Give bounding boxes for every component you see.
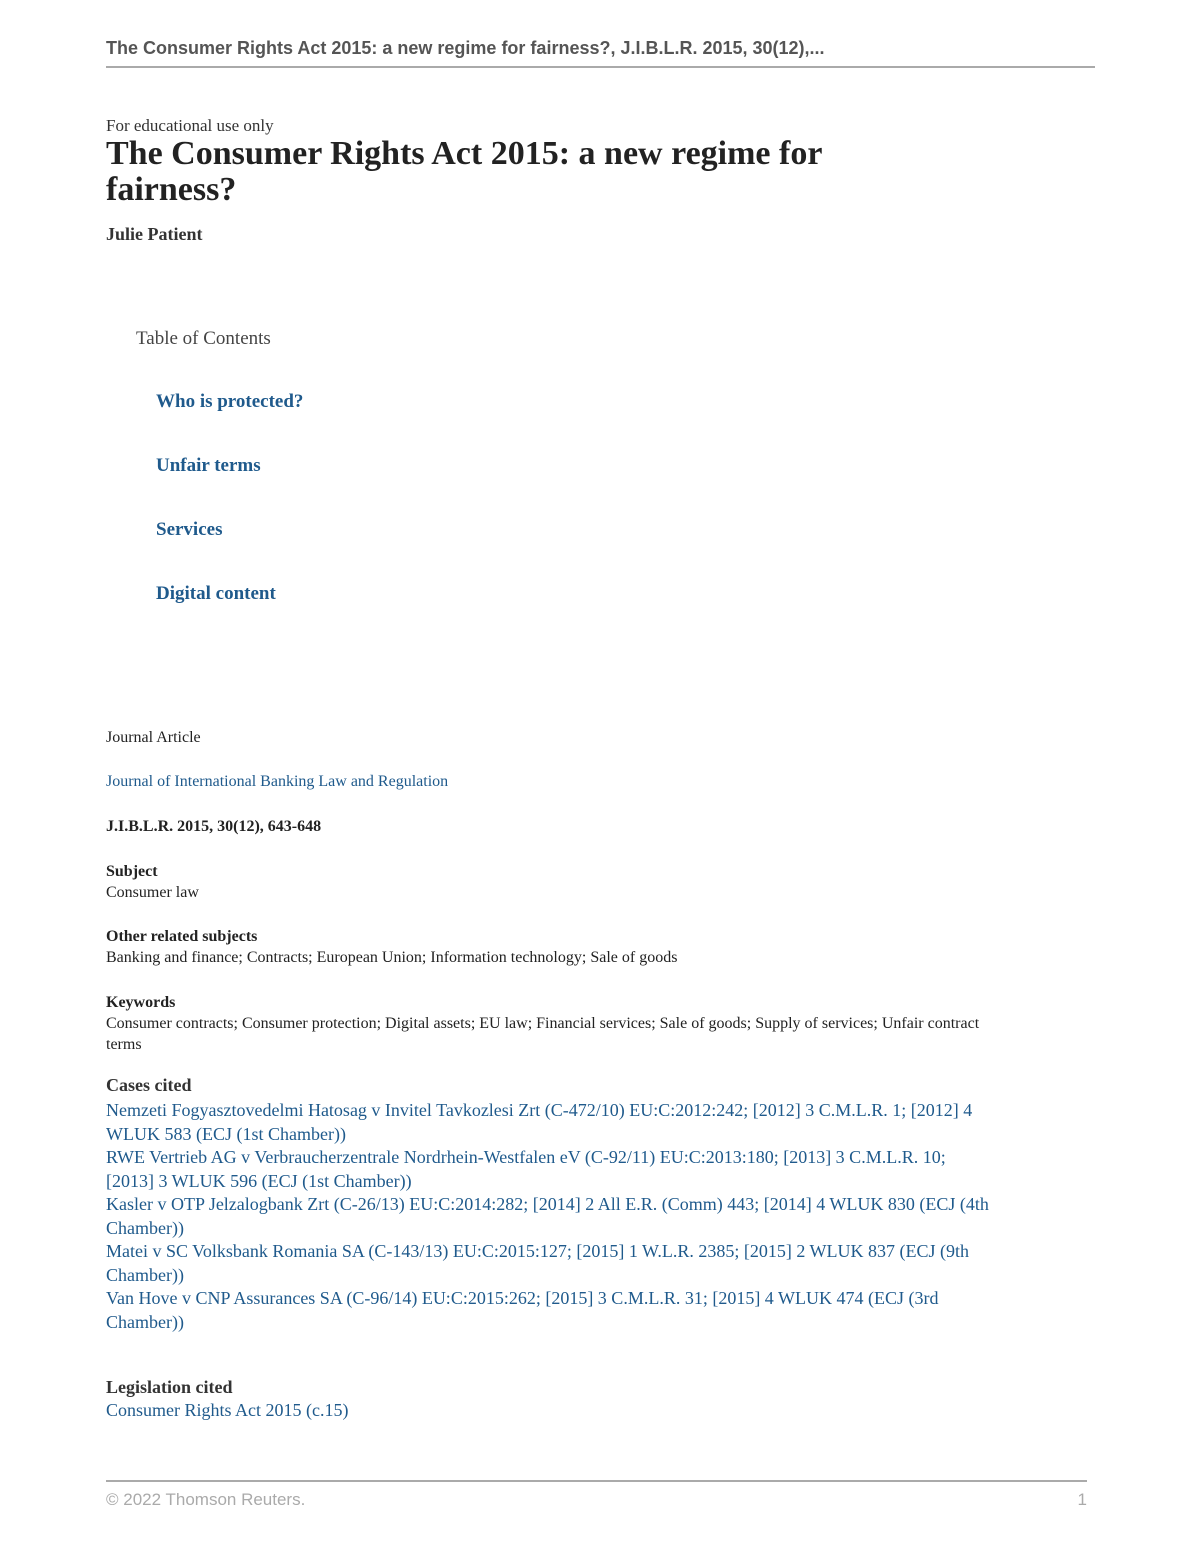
running-header: The Consumer Rights Act 2015: a new regime for fairness?, J.I.B.L.R. 2015, 30(12),... (106, 38, 825, 58)
author-name: Julie Patient (106, 224, 203, 244)
case-link[interactable]: RWE Vertrieb AG v Verbraucherzentrale Nordrhein-Westfalen eV (C-92/11) EU:C:2013:180; [2013] 3 C.M.L.R. 10; [2013] 3 WLUK 596 (ECJ (1st Chamber)) (106, 1147, 946, 1191)
citation: J.I.B.L.R. 2015, 30(12), 643-648 (106, 818, 322, 835)
footer-divider (106, 1480, 1087, 1482)
case-link[interactable]: Kasler v OTP Jelzalogbank Zrt (C-26/13) EU:C:2014:282; [2014] 2 All E.R. (Comm) 443; [2014] 4 WLUK 830 (ECJ (4th Chamber)) (106, 1194, 989, 1238)
toc-link-services[interactable]: Services (156, 519, 223, 540)
keywords-label: Keywords (106, 994, 176, 1011)
related-subjects-label: Other related subjects (106, 928, 258, 945)
toc-link-digital-content[interactable]: Digital content (156, 583, 276, 604)
toc-link-unfair-terms[interactable]: Unfair terms (156, 455, 261, 476)
keywords-value: Consumer contracts; Consumer protection; Digital assets; EU law; Financial services; Sale of goods; Supply of services; Unfair contract terms (106, 1015, 980, 1053)
subject-value: Consumer law (106, 884, 199, 901)
case-link[interactable]: Matei v SC Volksbank Romania SA (C-143/13) EU:C:2015:127; [2015] 1 W.L.R. 2385; [2015] 2 WLUK 837 (ECJ (9th Chamber)) (106, 1241, 969, 1285)
case-link[interactable]: Nemzeti Fogyasztovedelmi Hatosag v Invitel Tavkozlesi Zrt (C-472/10) EU:C:2012:242; [2012] 3 C.M.L.R. 1; [2012] 4 WLUK 583 (ECJ (1st Chamber)) (106, 1100, 973, 1144)
cases-cited-label: Cases cited (106, 1075, 192, 1095)
legislation-link[interactable]: Consumer Rights Act 2015 (c.15) (106, 1400, 349, 1420)
footer-copyright: © 2022 Thomson Reuters. (106, 1490, 306, 1509)
related-subjects-value: Banking and finance; Contracts; European Union; Information technology; Sale of goods (106, 949, 678, 966)
toc-heading: Table of Contents (136, 328, 271, 349)
cases-cited-list (106, 1099, 996, 1334)
document-type: Journal Article (106, 729, 201, 746)
subject-section (106, 861, 199, 903)
keywords-section (106, 992, 986, 1055)
document-title: The Consumer Rights Act 2015: a new regime for fairness? (106, 135, 822, 208)
journal-link[interactable]: Journal of International Banking Law and Regulation (106, 773, 449, 790)
case-link[interactable]: Van Hove v CNP Assurances SA (C-96/14) EU:C:2015:262; [2015] 3 C.M.L.R. 31; [2015] 4 WLUK 474 (ECJ (3rd Chamber)) (106, 1288, 939, 1332)
page-number: 1 (1077, 1490, 1087, 1509)
toc-link-who-is-protected[interactable]: Who is protected? (156, 391, 304, 412)
legislation-cited-label: Legislation cited (106, 1377, 233, 1397)
educational-use-note: For educational use only (106, 116, 274, 135)
related-subjects-section (106, 926, 1006, 968)
header-divider (106, 66, 1095, 68)
subject-label: Subject (106, 863, 158, 880)
